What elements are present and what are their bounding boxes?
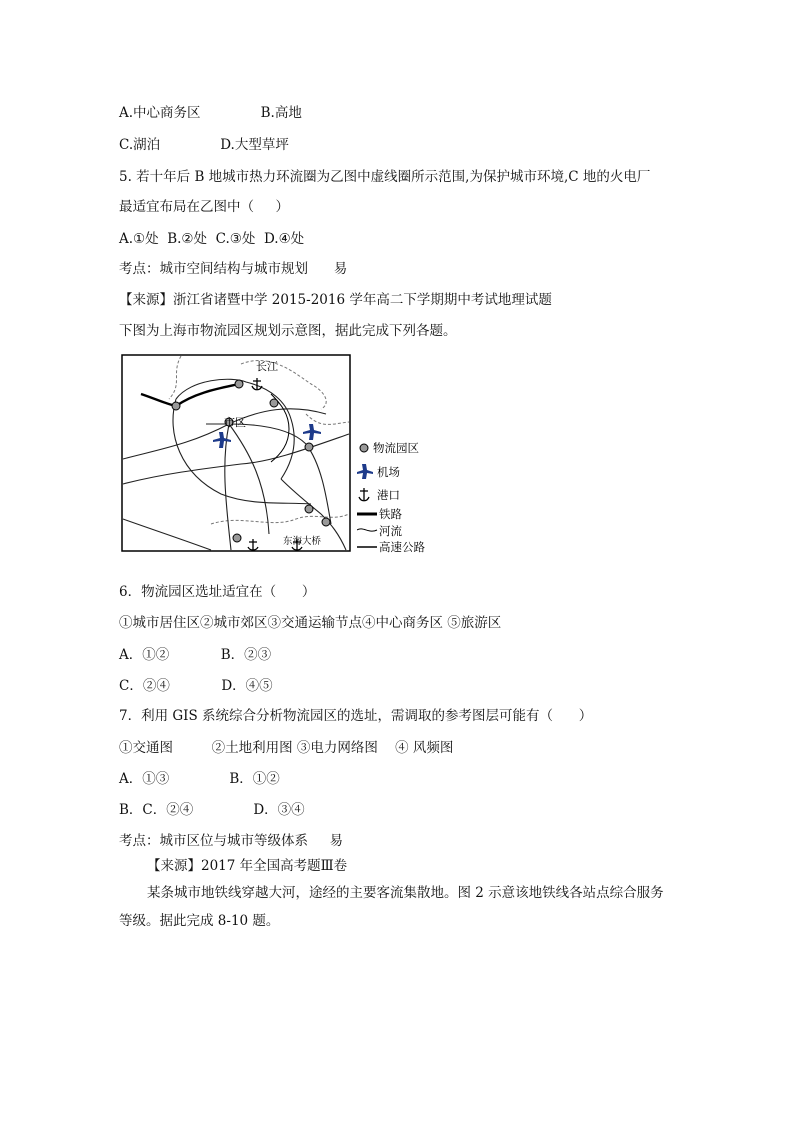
question-7: 7．利用 GIS 系统综合分析物流园区的选址，需调取的参考图层可能有（ ） — [119, 708, 593, 724]
label-city: 市区 — [224, 416, 246, 429]
question-5-cont: 最适宜布局在乙图中（ ） — [119, 199, 289, 215]
river-icon — [357, 529, 377, 531]
question-7-items: ①交通图 ②土地利用图 ③电力网络图 ④ 风频图 — [119, 740, 454, 756]
legend-river: 河流 — [379, 524, 402, 538]
question-7-options-ab: A．①③ B．①② — [119, 771, 280, 787]
label-bridge: 东海大桥 — [283, 536, 322, 547]
source-line-1: 【来源】浙江省诸暨中学 2015-2016 学年高二下学期期中考试地理试题 — [119, 292, 552, 308]
exam-point-1: 考点：城市空间结构与城市规划 易 — [119, 261, 348, 277]
question-6-options-ab: A．①② B．②③ — [119, 647, 272, 663]
passage-line-1: 某条城市地铁线穿越大河，途经的主要客流集散地。图 2 示意该地铁线各站点综合服务 — [147, 885, 664, 901]
legend-logistics: 物流园区 — [373, 441, 419, 455]
source-line-2: 【来源】2017 年全国高考题Ⅲ卷 — [147, 858, 348, 874]
map-intro: 下图为上海市物流园区规划示意图，据此完成下列各题。 — [119, 323, 457, 339]
label-yangtze: 长江 — [256, 360, 278, 373]
question-5-options: A.①处 B.②处 C.③处 D.④处 — [119, 231, 305, 247]
option-line-c-d: C.湖泊 D.大型草坪 — [119, 137, 289, 153]
legend-highway: 高速公路 — [379, 540, 425, 554]
exam-point-2: 考点：城市区位与城市等级体系 易 — [119, 833, 343, 849]
logistics-park-icon — [360, 444, 368, 452]
question-6-items: ①城市居住区②城市郊区③交通运输节点④中心商务区 ⑤旅游区 — [119, 615, 502, 631]
legend-airport: 机场 — [377, 465, 400, 479]
option-line-a-b: A.中心商务区 B.高地 — [119, 105, 302, 121]
map-legend — [357, 438, 437, 558]
question-6-options-cd: C．②④ D．④⑤ — [119, 678, 273, 694]
port-icon — [359, 488, 369, 501]
question-7-options-cd: B．C．②④ D．③④ — [119, 802, 305, 818]
airport-icon — [357, 464, 373, 479]
question-5: 5. 若十年后 B 地城市热力环流圈为乙图中虚线圈所示范围,为保护城市环境,C 地的火电厂 — [119, 169, 651, 185]
passage-line-2: 等级。据此完成 8-10 题。 — [119, 913, 280, 929]
legend-port: 港口 — [377, 488, 400, 502]
logistics-map — [121, 354, 351, 552]
question-6: 6．物流园区选址适宜在（ ） — [119, 584, 316, 600]
legend-railway: 铁路 — [379, 507, 402, 521]
